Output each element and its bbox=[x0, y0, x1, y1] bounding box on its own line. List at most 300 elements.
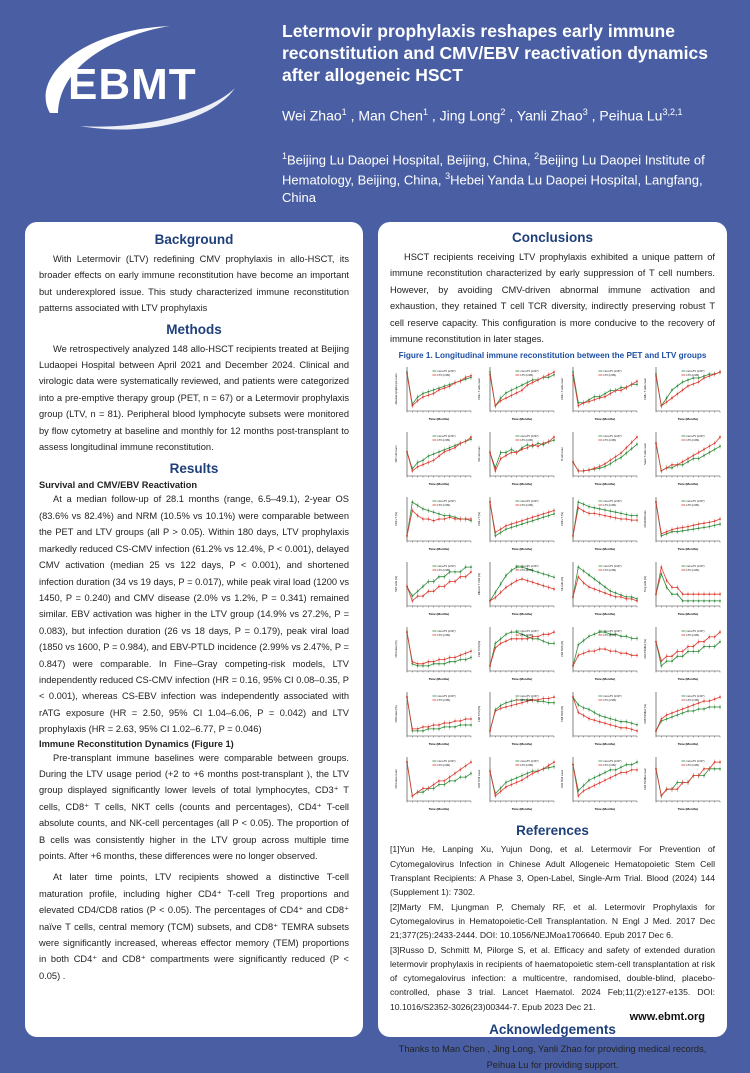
data-point bbox=[489, 374, 491, 376]
data-point bbox=[631, 655, 633, 657]
data-point bbox=[537, 771, 539, 773]
figure-panel bbox=[560, 753, 640, 813]
figure-panel-chart bbox=[560, 688, 640, 748]
data-point bbox=[454, 382, 456, 384]
data-point bbox=[682, 651, 684, 653]
data-point bbox=[714, 762, 716, 764]
data-point bbox=[719, 446, 721, 448]
figure-panel bbox=[477, 363, 557, 423]
data-point bbox=[703, 594, 705, 596]
data-point bbox=[682, 530, 684, 532]
figure-panel bbox=[643, 493, 723, 553]
data-point bbox=[433, 512, 435, 514]
data-point bbox=[521, 702, 523, 704]
data-point bbox=[588, 651, 590, 653]
data-point bbox=[609, 718, 611, 720]
figure-panel bbox=[394, 558, 474, 618]
data-point bbox=[625, 453, 627, 455]
data-point bbox=[548, 374, 550, 376]
references-list bbox=[390, 842, 715, 1014]
data-point bbox=[631, 769, 633, 771]
data-point bbox=[500, 643, 502, 645]
data-point bbox=[625, 519, 627, 521]
figure-panel-chart bbox=[560, 363, 640, 423]
data-point bbox=[615, 775, 617, 777]
data-point bbox=[615, 390, 617, 392]
legend-label: LTV (n=81) bbox=[437, 634, 451, 638]
data-point bbox=[625, 764, 627, 766]
panel-xlabel: Time (Months) bbox=[594, 547, 616, 552]
panel-xlabel: Time (Months) bbox=[677, 612, 699, 617]
legend-label: non-LTV (n=67) bbox=[437, 370, 456, 374]
data-point bbox=[459, 655, 461, 657]
figure-panel bbox=[643, 558, 723, 618]
data-point bbox=[537, 636, 539, 638]
data-point bbox=[427, 581, 429, 583]
data-point bbox=[719, 372, 721, 374]
data-point bbox=[682, 600, 684, 602]
data-point bbox=[494, 643, 496, 645]
data-point bbox=[548, 587, 550, 589]
data-point bbox=[505, 587, 507, 589]
data-point bbox=[687, 707, 689, 709]
panel-xlabel: Time (Months) bbox=[428, 547, 450, 552]
panel-xlabel: Time (Months) bbox=[594, 417, 616, 422]
figure-panel-chart bbox=[643, 753, 723, 813]
author-affiliation-number: 2 bbox=[500, 107, 506, 117]
author-affiliation-number: 1 bbox=[422, 107, 428, 117]
website-link[interactable]: www.ebmt.org bbox=[629, 1011, 705, 1023]
data-point bbox=[516, 567, 518, 569]
data-point bbox=[609, 777, 611, 779]
figure-panel bbox=[477, 623, 557, 683]
data-point bbox=[505, 634, 507, 636]
data-point bbox=[588, 575, 590, 577]
author-name: Man Chen bbox=[358, 107, 423, 124]
data-point bbox=[714, 699, 716, 701]
data-point bbox=[687, 782, 689, 784]
conclusions-text: HSCT recipients receiving LTV prophylaxis exhibited a unique pattern of immune reconstitution characterized by early suppression of T cell numbers. However, by avoiding CMV-driven abnormal immune activation and exhaustion, they retained T cell TCR diversity, indirectly preserving robust T cell reserve capacity. This configuration is more conducive to the recovery of immune reconstitution in later stages. bbox=[390, 252, 715, 345]
data-point bbox=[682, 594, 684, 596]
data-point bbox=[553, 697, 555, 699]
data-point bbox=[537, 515, 539, 517]
panel-ylabel: CD3+ T (%) bbox=[395, 512, 398, 527]
data-point bbox=[438, 389, 440, 391]
data-point bbox=[470, 762, 472, 764]
acknowledgements-heading: Acknowledgements bbox=[489, 1022, 616, 1037]
data-point bbox=[500, 788, 502, 790]
panel-ylabel: CD8+ T cells count bbox=[644, 378, 647, 401]
data-point bbox=[542, 634, 544, 636]
data-point bbox=[427, 726, 429, 728]
data-point bbox=[692, 775, 694, 777]
data-point bbox=[505, 455, 507, 457]
data-point bbox=[714, 646, 716, 648]
data-point bbox=[454, 721, 456, 723]
panel-ylabel: CD4 TCM (%) bbox=[478, 641, 481, 658]
figure-panel-chart bbox=[643, 493, 723, 553]
data-point bbox=[470, 437, 472, 439]
data-point bbox=[489, 665, 491, 667]
panel-ylabel: CD4 TEMRA (%) bbox=[644, 639, 647, 660]
affiliation-number: 2 bbox=[534, 151, 540, 161]
data-point bbox=[625, 514, 627, 516]
data-point bbox=[438, 728, 440, 730]
data-point bbox=[593, 777, 595, 779]
figure-panel-chart bbox=[477, 753, 557, 813]
data-point bbox=[625, 387, 627, 389]
data-point bbox=[604, 772, 606, 774]
figure-panel-chart bbox=[560, 493, 640, 553]
figure-panel-chart bbox=[394, 493, 474, 553]
data-point bbox=[433, 788, 435, 790]
figure-panel-chart bbox=[477, 363, 557, 423]
data-point bbox=[636, 724, 638, 726]
figure-panel bbox=[394, 753, 474, 813]
data-point bbox=[609, 516, 611, 518]
data-point bbox=[708, 646, 710, 648]
data-point bbox=[500, 638, 502, 640]
data-point bbox=[417, 397, 419, 399]
panel-ylabel: Naive T cells count bbox=[644, 443, 647, 466]
data-point bbox=[548, 515, 550, 517]
data-point bbox=[505, 782, 507, 784]
data-point bbox=[625, 727, 627, 729]
data-point bbox=[465, 576, 467, 578]
data-point bbox=[703, 641, 705, 643]
data-point bbox=[443, 451, 445, 453]
series-line-ltv bbox=[656, 438, 720, 472]
data-point bbox=[465, 377, 467, 379]
data-point bbox=[636, 381, 638, 383]
poster-header bbox=[0, 0, 750, 205]
data-point bbox=[620, 390, 622, 392]
data-point bbox=[449, 726, 451, 728]
data-point bbox=[588, 513, 590, 515]
data-point bbox=[676, 394, 678, 396]
data-point bbox=[671, 661, 673, 663]
data-point bbox=[620, 653, 622, 655]
data-point bbox=[625, 721, 627, 723]
data-point bbox=[427, 395, 429, 397]
data-point bbox=[532, 520, 534, 522]
legend-label: non-LTV (n=67) bbox=[437, 630, 456, 634]
legend-label: non-LTV (n=67) bbox=[437, 760, 456, 764]
panel-xlabel: Time (Months) bbox=[428, 742, 450, 747]
data-point bbox=[583, 470, 585, 472]
legend-label: LTV (n=81) bbox=[437, 504, 451, 508]
acknowledgements-text: Thanks to Man Chen , Jing Long, Yanli Zhao for providing medical records, Peihua Lu for providing support. bbox=[398, 1044, 707, 1070]
data-point bbox=[703, 646, 705, 648]
data-point bbox=[427, 788, 429, 790]
data-point bbox=[572, 462, 574, 464]
data-point bbox=[666, 401, 668, 403]
data-point bbox=[655, 594, 657, 596]
data-point bbox=[459, 724, 461, 726]
data-point bbox=[609, 724, 611, 726]
data-point bbox=[532, 382, 534, 384]
panel-ylabel: B cell count bbox=[561, 447, 564, 462]
data-point bbox=[454, 661, 456, 663]
data-point bbox=[548, 441, 550, 443]
data-point bbox=[500, 458, 502, 460]
data-point bbox=[620, 453, 622, 455]
data-point bbox=[604, 717, 606, 719]
data-point bbox=[583, 571, 585, 573]
figure-panel-chart bbox=[643, 428, 723, 488]
figure-panel-chart bbox=[560, 753, 640, 813]
data-point bbox=[470, 571, 472, 573]
data-point bbox=[615, 720, 617, 722]
data-point bbox=[505, 575, 507, 577]
legend-label: non-LTV (n=67) bbox=[437, 695, 456, 699]
data-point bbox=[703, 449, 705, 451]
background-text: With Letermovir (LTV) redefining CMV prophylaxis in allo-HSCT, its broader effects on early immune reconstitution have become an important but underexplored issue. This study characterized immune reconstitution patterns associated with LTV prophylaxis bbox=[39, 254, 349, 314]
data-point bbox=[631, 729, 633, 731]
panel-xlabel: Time (Months) bbox=[428, 807, 450, 812]
figure-panel bbox=[643, 363, 723, 423]
data-point bbox=[553, 372, 555, 374]
results-immune-text-1: Pre-transplant immune baselines were comparable between groups. During the LTV usage period (+2 to +6 months post-transplant ), the LTV group displayed significantly lower levels of total lymphocytes, CD3⁺ T cells, CD8⁺ T cells, NKT cells (counts and percentages), CD4⁺ T-cell absolute counts, and NK-cell percentages (all P < 0.05). The proportion of B cells was consistently higher in the LTV group across multiple time points. After +6 months, these differences were no longer observed. bbox=[39, 752, 349, 861]
data-point bbox=[510, 570, 512, 572]
panel-xlabel: Time (Months) bbox=[594, 807, 616, 812]
data-point bbox=[583, 715, 585, 717]
data-point bbox=[682, 461, 684, 463]
legend-label: non-LTV (n=67) bbox=[603, 630, 622, 634]
data-point bbox=[516, 777, 518, 779]
data-point bbox=[516, 392, 518, 394]
data-point bbox=[542, 641, 544, 643]
legend-label: LTV (n=81) bbox=[520, 764, 534, 768]
data-point bbox=[577, 502, 579, 504]
figure-panel bbox=[477, 493, 557, 553]
data-point bbox=[417, 663, 419, 665]
data-point bbox=[500, 400, 502, 402]
figure-panel-chart bbox=[394, 688, 474, 748]
data-point bbox=[516, 638, 518, 640]
panel-xlabel: Time (Months) bbox=[677, 547, 699, 552]
data-point bbox=[505, 398, 507, 400]
data-point bbox=[625, 598, 627, 600]
data-point bbox=[708, 452, 710, 454]
figure-panel-chart bbox=[560, 428, 640, 488]
panel-ylabel: CD8 TEM (%) bbox=[561, 706, 564, 723]
data-point bbox=[577, 712, 579, 714]
data-point bbox=[583, 707, 585, 709]
series-line-ltv bbox=[490, 438, 554, 472]
data-point bbox=[682, 390, 684, 392]
legend-label: LTV (n=81) bbox=[520, 504, 534, 508]
data-point bbox=[577, 507, 579, 509]
data-point bbox=[708, 768, 710, 770]
data-point bbox=[703, 378, 705, 380]
data-point bbox=[417, 466, 419, 468]
data-point bbox=[714, 449, 716, 451]
data-point bbox=[417, 591, 419, 593]
figure-panel bbox=[394, 363, 474, 423]
data-point bbox=[604, 587, 606, 589]
data-point bbox=[692, 600, 694, 602]
data-point bbox=[636, 520, 638, 522]
data-point bbox=[599, 782, 601, 784]
logo-text: EBMT bbox=[68, 60, 197, 109]
data-point bbox=[604, 463, 606, 465]
panel-ylabel: CD8 naive (%) bbox=[395, 706, 398, 723]
data-point bbox=[406, 632, 408, 634]
data-point bbox=[537, 699, 539, 701]
data-point bbox=[459, 777, 461, 779]
data-point bbox=[526, 580, 528, 582]
legend-label: LTV (n=81) bbox=[437, 374, 451, 378]
data-point bbox=[714, 594, 716, 596]
data-point bbox=[510, 452, 512, 454]
data-point bbox=[583, 511, 585, 513]
data-point bbox=[548, 765, 550, 767]
data-point bbox=[438, 519, 440, 521]
data-point bbox=[671, 656, 673, 658]
panel-xlabel: Time (Months) bbox=[594, 482, 616, 487]
data-point bbox=[548, 512, 550, 514]
data-point bbox=[500, 532, 502, 534]
data-point bbox=[572, 764, 574, 766]
data-point bbox=[593, 589, 595, 591]
data-point bbox=[708, 376, 710, 378]
data-point bbox=[719, 600, 721, 602]
figure-panel-chart bbox=[394, 558, 474, 618]
data-point bbox=[687, 380, 689, 382]
data-point bbox=[609, 463, 611, 465]
data-point bbox=[588, 506, 590, 508]
data-point bbox=[609, 594, 611, 596]
data-point bbox=[572, 665, 574, 667]
data-point bbox=[625, 636, 627, 638]
data-point bbox=[433, 724, 435, 726]
data-point bbox=[660, 665, 662, 667]
data-point bbox=[698, 378, 700, 380]
data-point bbox=[521, 520, 523, 522]
data-point bbox=[449, 581, 451, 583]
data-point bbox=[682, 713, 684, 715]
data-point bbox=[537, 519, 539, 521]
data-point bbox=[422, 464, 424, 466]
data-point bbox=[631, 638, 633, 640]
data-point bbox=[459, 571, 461, 573]
data-point bbox=[505, 641, 507, 643]
data-point bbox=[443, 663, 445, 665]
data-point bbox=[615, 596, 617, 598]
left-column bbox=[25, 222, 363, 1037]
data-point bbox=[422, 596, 424, 598]
data-point bbox=[443, 784, 445, 786]
legend-label: non-LTV (n=67) bbox=[686, 500, 705, 504]
data-point bbox=[417, 596, 419, 598]
data-point bbox=[631, 442, 633, 444]
references-heading: References bbox=[516, 823, 589, 839]
figure-panel bbox=[643, 753, 723, 813]
panel-ylabel: CD3+ T cells count bbox=[478, 378, 481, 401]
data-point bbox=[438, 780, 440, 782]
figure-panel bbox=[643, 623, 723, 683]
data-point bbox=[505, 529, 507, 531]
data-point bbox=[465, 765, 467, 767]
legend-label: LTV (n=81) bbox=[603, 699, 617, 703]
data-point bbox=[427, 519, 429, 521]
data-point bbox=[671, 717, 673, 719]
panel-xlabel: Time (Months) bbox=[511, 612, 533, 617]
legend-label: LTV (n=81) bbox=[603, 504, 617, 508]
figure-panel bbox=[477, 428, 557, 488]
data-point bbox=[588, 587, 590, 589]
data-point bbox=[583, 790, 585, 792]
data-point bbox=[604, 592, 606, 594]
data-point bbox=[438, 513, 440, 515]
data-point bbox=[500, 708, 502, 710]
data-point bbox=[548, 643, 550, 645]
legend-label: LTV (n=81) bbox=[603, 439, 617, 443]
data-point bbox=[682, 709, 684, 711]
data-point bbox=[433, 520, 435, 522]
data-point bbox=[500, 529, 502, 531]
data-point bbox=[532, 517, 534, 519]
data-point bbox=[666, 587, 668, 589]
data-point bbox=[666, 467, 668, 469]
data-point bbox=[532, 582, 534, 584]
data-point bbox=[510, 701, 512, 703]
data-point bbox=[631, 515, 633, 517]
data-point bbox=[676, 656, 678, 658]
data-point bbox=[422, 508, 424, 510]
data-point bbox=[526, 776, 528, 778]
legend-label: LTV (n=81) bbox=[686, 699, 700, 703]
data-point bbox=[449, 517, 451, 519]
data-point bbox=[548, 702, 550, 704]
data-point bbox=[433, 784, 435, 786]
poster-title: Letermovir prophylaxis reshapes early immune reconstitution and CMV/EBV reactivation dynamics after allogeneic HSCT bbox=[282, 21, 708, 85]
data-point bbox=[510, 527, 512, 529]
figure-panel bbox=[394, 428, 474, 488]
data-point bbox=[553, 632, 555, 634]
data-point bbox=[411, 405, 413, 407]
panel-ylabel: CD4 TEMRA count bbox=[644, 768, 647, 791]
legend-label: LTV (n=81) bbox=[520, 634, 534, 638]
data-point bbox=[494, 535, 496, 537]
figure-panel bbox=[394, 688, 474, 748]
author-name: Yanli Zhao bbox=[516, 107, 583, 124]
data-point bbox=[505, 706, 507, 708]
panel-xlabel: Time (Months) bbox=[511, 417, 533, 422]
figure-panel-chart bbox=[477, 558, 557, 618]
data-point bbox=[671, 464, 673, 466]
data-point bbox=[708, 636, 710, 638]
data-point bbox=[631, 520, 633, 522]
data-point bbox=[599, 591, 601, 593]
figure-title: Figure 1. Longitudinal immune reconstitution between the PET and LTV groups bbox=[398, 351, 707, 361]
data-point bbox=[411, 470, 413, 472]
data-point bbox=[489, 452, 491, 454]
legend-label: LTV (n=81) bbox=[603, 764, 617, 768]
legend-label: LTV (n=81) bbox=[437, 699, 451, 703]
data-point bbox=[719, 524, 721, 526]
data-point bbox=[510, 780, 512, 782]
data-point bbox=[433, 581, 435, 583]
data-point bbox=[609, 651, 611, 653]
data-point bbox=[615, 726, 617, 728]
legend-label: non-LTV (n=67) bbox=[520, 695, 539, 699]
data-point bbox=[537, 572, 539, 574]
data-point bbox=[417, 505, 419, 507]
data-point bbox=[636, 638, 638, 640]
data-point bbox=[692, 594, 694, 596]
